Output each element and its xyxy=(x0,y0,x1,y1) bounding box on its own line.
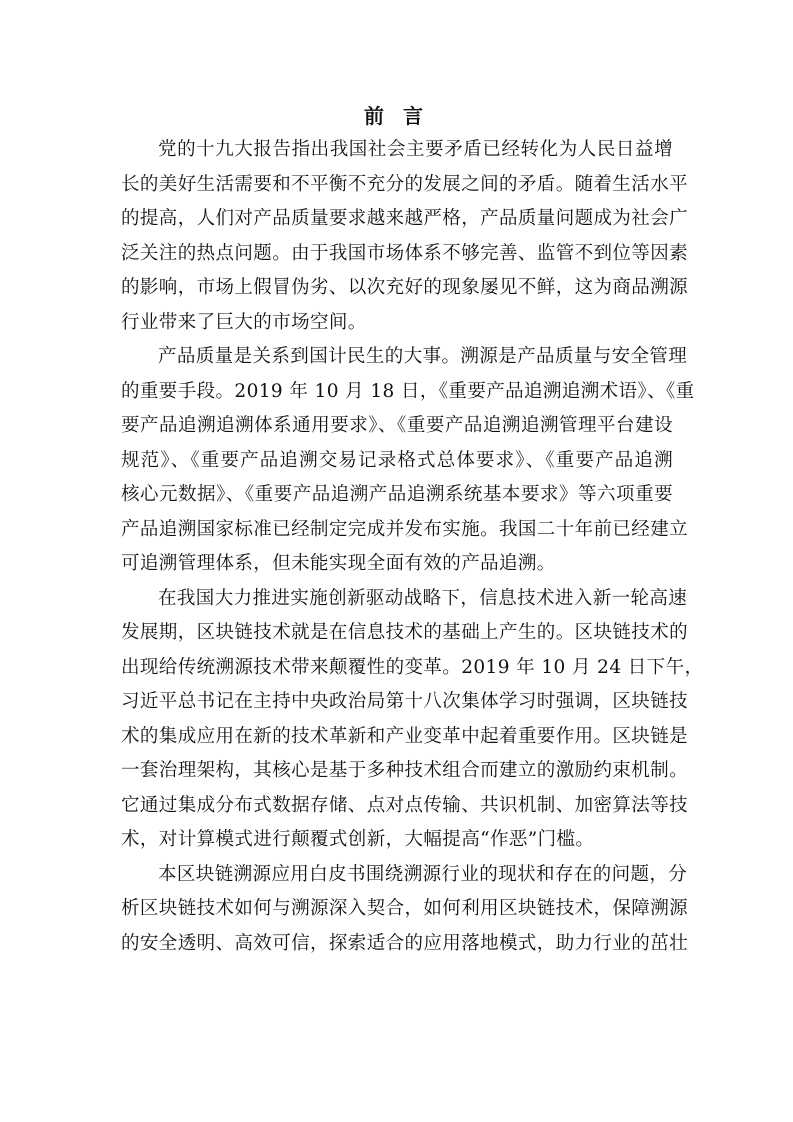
paragraph-3-line-3: 出现给传统溯源技术带来颠覆性的变革。2019 年 10 月 24 日下午， xyxy=(121,656,704,678)
paragraph-4-line-3: 的安全透明、高效可信，探索适合的应用落地模式，助力行业的茁壮 xyxy=(121,932,689,954)
paragraph-2-line-3: 要产品追溯追溯体系通用要求》、《重要产品追溯追溯管理平台建设 xyxy=(121,415,673,436)
paragraph-2-line-2: 的重要手段。2019 年 10 月 18 日，《重要产品追溯追溯术语》、《重 xyxy=(121,380,695,402)
paragraph-3-line-7: 它通过集成分布式数据存储、点对点传输、共识机制、加密算法等技 xyxy=(121,794,689,816)
paragraph-1-line-2: 长的美好生活需要和不平衡不充分的发展之间的矛盾。随着生活水平 xyxy=(121,173,689,195)
paragraph-1-line-1: 党的十九大报告指出我国社会主要矛盾已经转化为人民日益增 xyxy=(158,139,673,160)
paragraph-2-line-6: 产品追溯国家标准已经制定完成并发布实施。我国二十年前已经建立 xyxy=(121,518,689,540)
paragraph-4-line-2: 析区块链技术如何与溯源深入契合，如何利用区块链技术，保障溯源 xyxy=(121,898,689,919)
paragraph-2-line-7: 可追溯管理体系，但未能实现全面有效的产品追溯。 xyxy=(121,553,556,574)
paragraph-3-line-8: 术，对计算模式进行颠覆式创新，大幅提高“作恶”门槛。 xyxy=(121,829,595,850)
paragraph-1-line-6: 行业带来了巨大的市场空间。 xyxy=(121,311,367,333)
paragraph-2-line-1: 产品质量是关系到国计民生的大事。溯源是产品质量与安全管理 xyxy=(158,346,688,367)
paragraph-1-line-5: 的影响，市场上假冒伪劣、以次充好的现象屡见不鲜，这为商品溯源 xyxy=(121,277,689,298)
paragraph-3-line-1: 在我国大力推进实施创新驱动战略下，信息技术进入新一轮高速 xyxy=(158,587,688,609)
page-title: 前 言 xyxy=(364,104,429,128)
paragraph-3-line-4: 习近平总书记在主持中央政治局第十八次集体学习时强调，区块链技 xyxy=(121,691,689,712)
paragraph-4-line-1: 本区块链溯源应用白皮书围绕溯源行业的现状和存在的问题，分 xyxy=(158,863,688,885)
paragraph-1-line-3: 的提高，人们对产品质量要求越来越严格，产品质量问题成为社会广 xyxy=(121,208,689,229)
paragraph-3-line-6: 一套治理架构，其核心是基于多种技术组合而建立的激励约束机制。 xyxy=(121,760,689,781)
paragraph-3-line-5: 术的集成应用在新的技术革新和产业变革中起着重要作用。区块链是 xyxy=(121,725,689,747)
paragraph-2-line-4: 规范》、《重要产品追溯交易记录格式总体要求》、《重要产品追溯 xyxy=(121,449,673,471)
paragraph-3-line-2: 发展期，区块链技术就是在信息技术的基础上产生的。区块链技术的 xyxy=(121,622,689,643)
paragraph-1-line-4: 泛关注的热点问题。由于我国市场体系不够完善、监管不到位等因素 xyxy=(121,242,689,264)
paragraph-2-line-5: 核心元数据》、《重要产品追溯产品追溯系统基本要求》等六项重要 xyxy=(121,484,673,505)
body-text xyxy=(121,133,704,961)
